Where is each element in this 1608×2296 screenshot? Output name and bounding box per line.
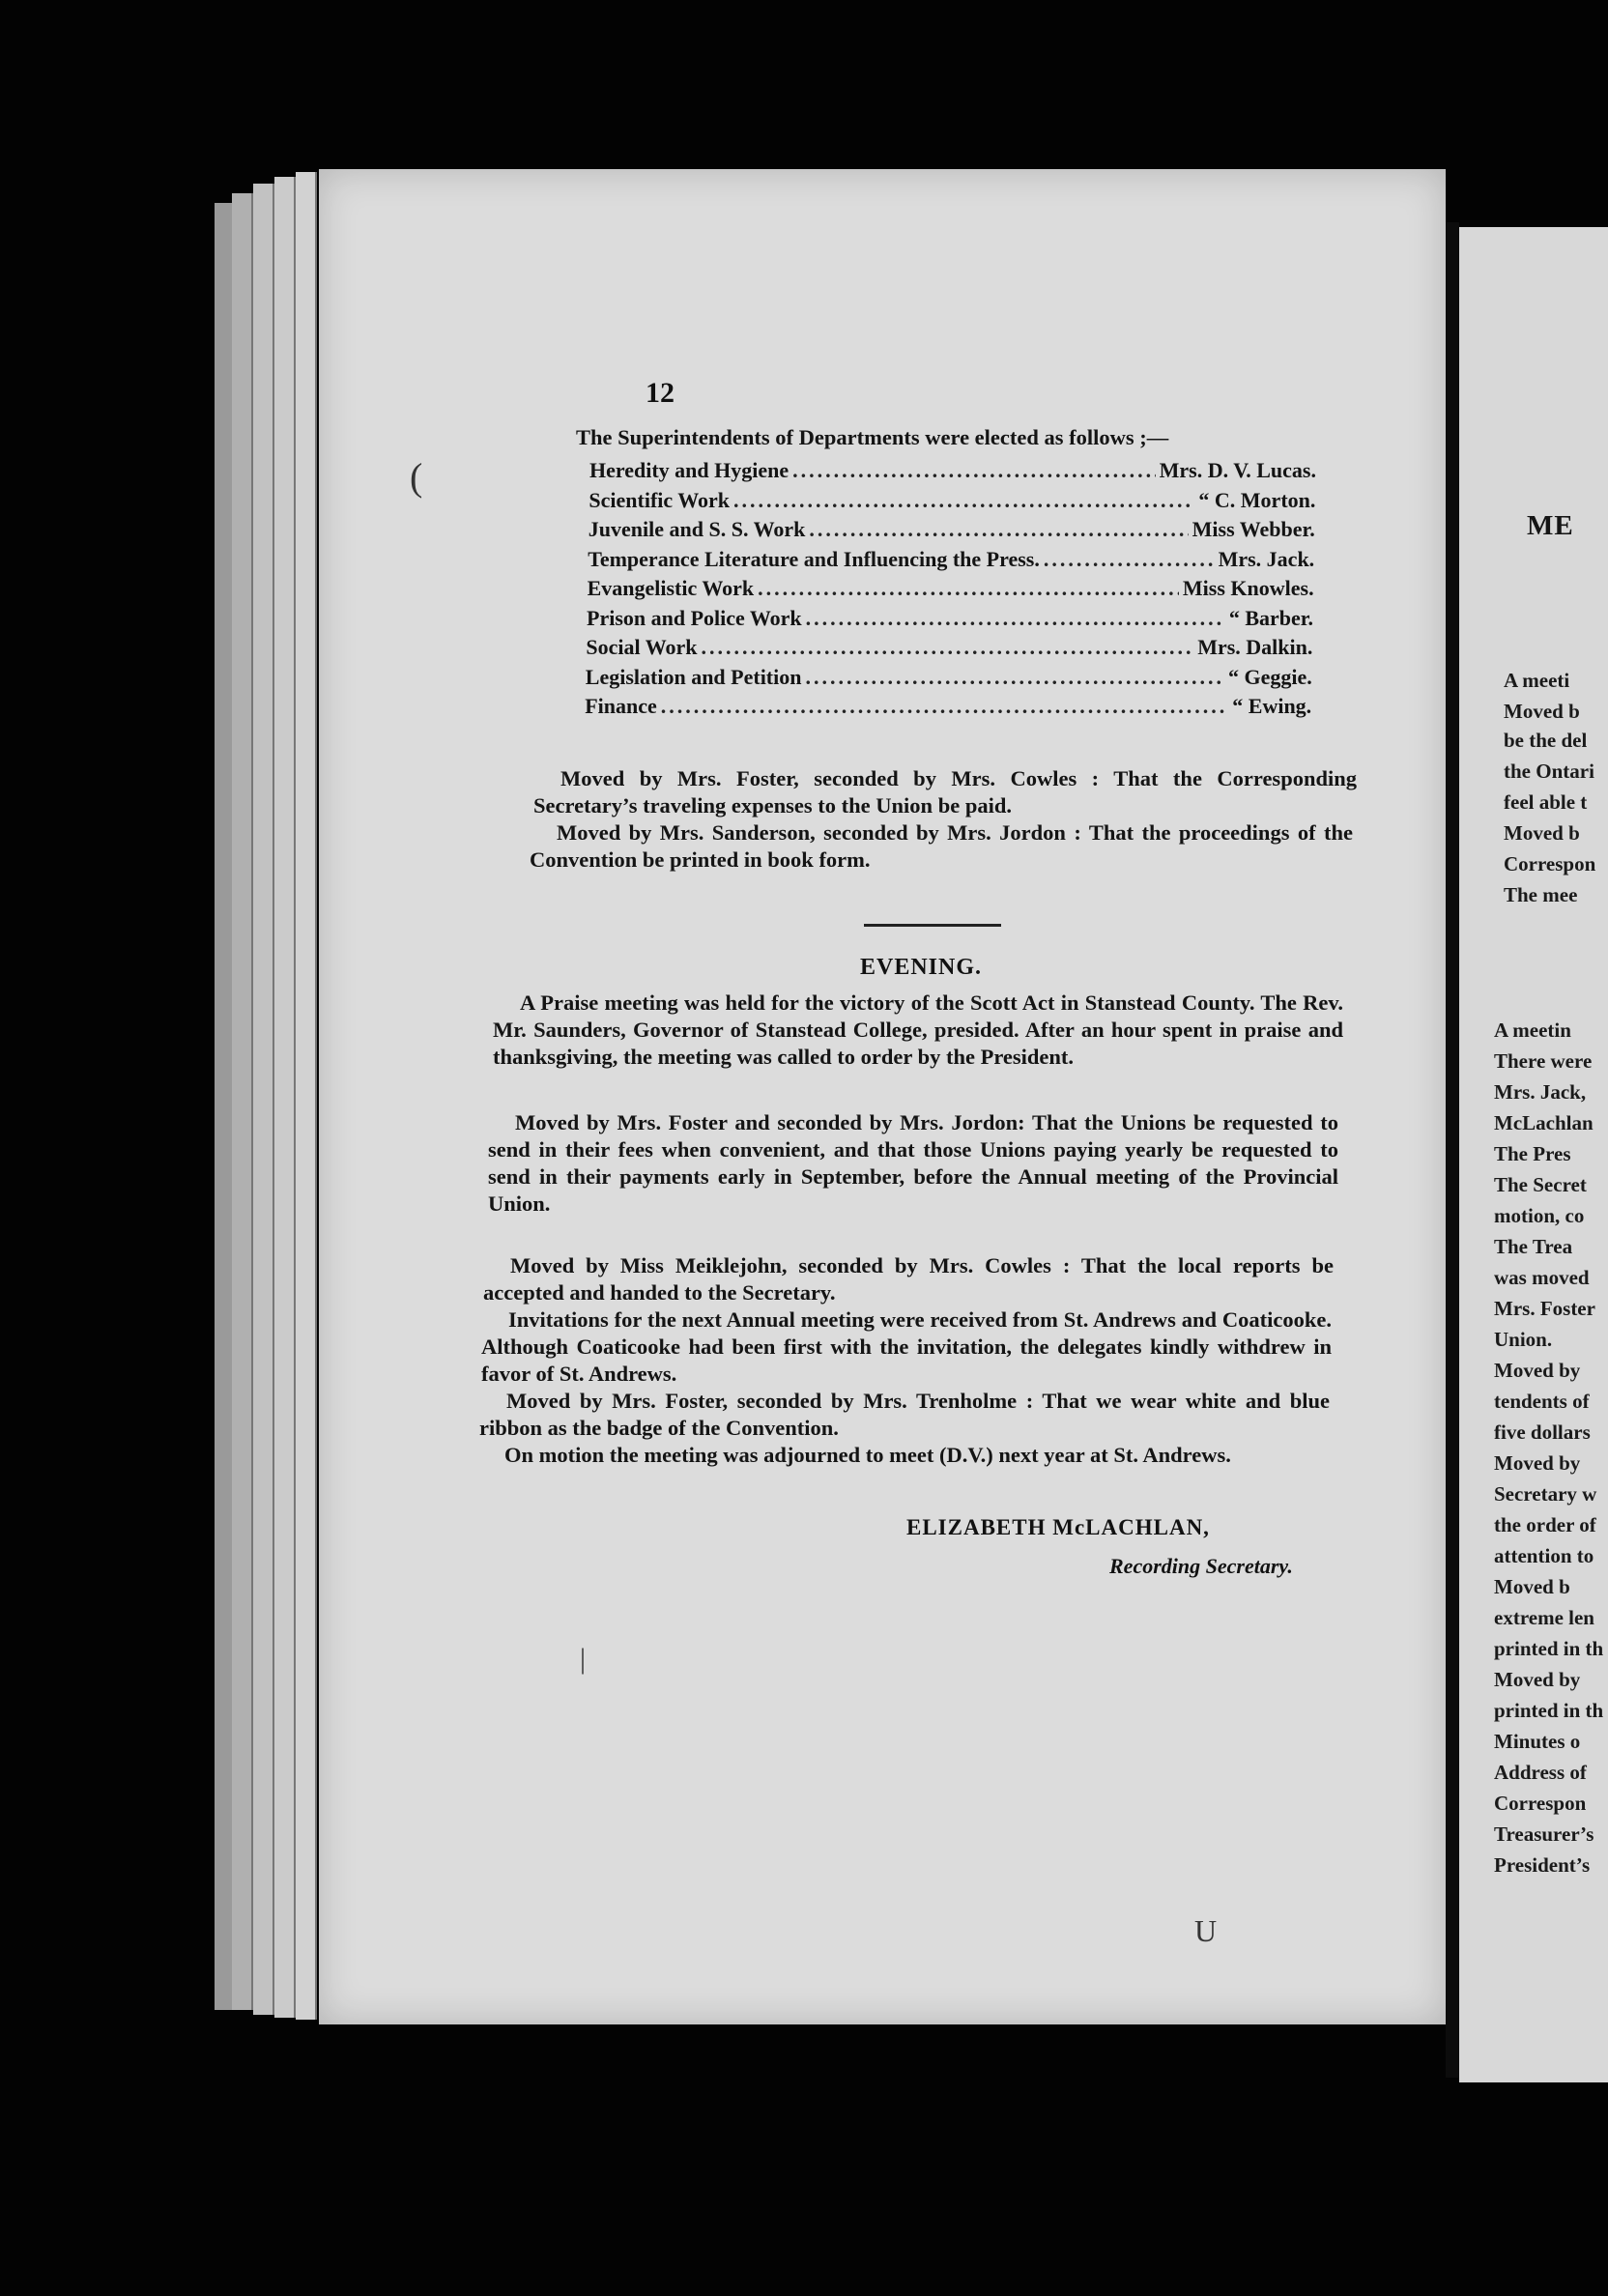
- right-page-line: Moved by: [1494, 1359, 1581, 1382]
- motion-paragraph: Moved by Mrs. Foster, seconded by Mrs. Cowles : That the Corresponding Secretary’s traveling expenses to the Union be paid.: [533, 766, 1357, 818]
- superintendent-name: Miss Webber.: [1192, 517, 1315, 541]
- right-page-line: Moved b: [1504, 821, 1580, 845]
- department-name: Scientific Work: [589, 487, 731, 512]
- dot-leader: [702, 635, 1194, 660]
- right-page-line: The Secret: [1494, 1173, 1587, 1196]
- dot-leader: [809, 517, 1188, 542]
- right-page-line: the Ontari: [1504, 760, 1594, 783]
- right-page-line: Mrs. Foster: [1494, 1297, 1595, 1320]
- superintendent-name: “ C. Morton.: [1198, 487, 1316, 512]
- department-name: Legislation and Petition: [585, 664, 802, 689]
- department-row: [588, 547, 1314, 574]
- superintendent-name: Mrs. D. V. Lucas.: [1159, 458, 1316, 482]
- right-page-line: be the del: [1504, 729, 1588, 752]
- right-page-line: Address of: [1494, 1761, 1587, 1784]
- dot-leader: [792, 458, 1155, 483]
- superintendent-name: Miss Knowles.: [1182, 576, 1314, 600]
- right-page-line: extreme len: [1494, 1606, 1594, 1629]
- right-page-line: Moved b: [1494, 1575, 1570, 1598]
- superintendent-name: Mrs. Dalkin.: [1197, 635, 1313, 659]
- evening-paragraph: On motion the meeting was adjourned to meet (D.V.) next year at St. Andrews.: [504, 1443, 1231, 1467]
- page-edge: [232, 193, 253, 2010]
- right-page-line: The mee: [1504, 883, 1578, 906]
- evening-heading: EVENING.: [860, 955, 983, 980]
- right-page-line: attention to: [1494, 1544, 1594, 1567]
- right-page-line: Moved b: [1504, 700, 1580, 723]
- department-name: Juvenile and S. S. Work: [588, 517, 806, 541]
- right-page-line: Correspon: [1504, 852, 1596, 875]
- right-page-line: feel able t: [1504, 790, 1588, 814]
- right-page-line: Moved by: [1494, 1668, 1581, 1691]
- right-page-line: The Pres: [1494, 1142, 1571, 1165]
- right-page-line: Minutes o: [1494, 1730, 1581, 1753]
- department-name: Evangelistic Work: [587, 576, 755, 600]
- right-page-line: printed in th: [1494, 1699, 1604, 1722]
- page-edge: [253, 184, 274, 2015]
- page-edge: [274, 177, 296, 2018]
- dot-leader: [806, 606, 1225, 631]
- right-page-line: The Trea: [1494, 1235, 1573, 1258]
- dot-leader: [805, 665, 1224, 690]
- right-page-line: Correspon: [1494, 1792, 1587, 1815]
- department-row: [585, 694, 1311, 721]
- right-page-line: was moved: [1494, 1266, 1590, 1289]
- evening-paragraph: A Praise meeting was held for the victory of the Scott Act in Stanstead County. The Rev. Mr. Saunders, Governor of Stanstead College, presided. After an hour spent in praise and thanksgiving, the meeting was called to order by the President.: [493, 990, 1343, 1069]
- section-divider: [864, 924, 1001, 927]
- right-page-cropped: [1459, 227, 1608, 2082]
- motion-paragraph: Moved by Mrs. Sanderson, seconded by Mrs. Jordon : That the proceedings of the Convention be printed in book form.: [530, 820, 1353, 872]
- pencil-mark: U: [1194, 1913, 1218, 1948]
- dot-leader: [661, 694, 1229, 719]
- evening-paragraph: Moved by Mrs. Foster and seconded by Mrs. Jordon: That the Unions be requested to send in their fees when convenient, and that those Unions paying yearly be requested to send in their payments early in September, before the Annual meeting of the Provincial Union.: [488, 1110, 1338, 1216]
- evening-paragraph: Moved by Miss Meiklejohn, seconded by Mrs. Cowles : That the local reports be accepted and handed to the Secretary.: [483, 1253, 1334, 1305]
- department-name: Heredity and Hygiene: [589, 458, 790, 482]
- right-page-line: A meetin: [1494, 1019, 1571, 1042]
- department-name: Social Work: [586, 635, 698, 659]
- page-number: 12: [646, 377, 675, 409]
- department-name: Finance: [585, 694, 657, 718]
- superintendents-intro: The Superintendents of Departments were elected as follows ;—: [576, 425, 1169, 449]
- right-page-line: Mrs. Jack,: [1494, 1080, 1587, 1104]
- right-page-line: Union.: [1494, 1328, 1553, 1351]
- pencil-mark: (: [410, 455, 423, 499]
- department-row: [589, 488, 1315, 515]
- department-name: Temperance Literature and Influencing the Press.: [588, 546, 1040, 571]
- department-row: [588, 576, 1314, 603]
- signature-title: Recording Secretary.: [1109, 1554, 1293, 1578]
- page-edge: [296, 172, 317, 2020]
- right-page-line: Secretary w: [1494, 1482, 1597, 1506]
- right-page-line: President’s: [1494, 1853, 1591, 1877]
- right-page-line: the order of: [1494, 1513, 1596, 1536]
- right-page-line: five dollars: [1494, 1421, 1591, 1444]
- evening-paragraph: Invitations for the next Annual meeting were received from St. Andrews and Coaticooke. Although Coaticooke had been first with the invitation, the delegates kindly withdrew in favor of St. Andrews.: [481, 1307, 1332, 1386]
- pencil-mark: |: [580, 1643, 587, 1675]
- right-page-line: tendents of: [1494, 1390, 1590, 1413]
- page-edge: [215, 203, 234, 2010]
- right-page-line: Moved by: [1494, 1451, 1581, 1475]
- evening-paragraph: Moved by Mrs. Foster, seconded by Mrs. Trenholme : That we wear white and blue ribbon as the badge of the Convention.: [479, 1389, 1330, 1440]
- department-row: [587, 606, 1313, 633]
- superintendent-name: Mrs. Jack.: [1218, 546, 1315, 571]
- right-page-line: McLachlan: [1494, 1111, 1594, 1134]
- dot-leader: [758, 576, 1179, 601]
- right-page-line: A meeti: [1504, 669, 1570, 692]
- department-row: [586, 635, 1312, 662]
- superintendent-name: “ Barber.: [1228, 605, 1313, 630]
- superintendent-name: “ Ewing.: [1232, 694, 1312, 718]
- book-gutter: [1446, 222, 1459, 2078]
- department-name: Prison and Police Work: [587, 605, 802, 630]
- right-page-line: There were: [1494, 1049, 1593, 1073]
- department-row: [589, 458, 1316, 485]
- dot-leader: [733, 488, 1194, 513]
- right-page-line: Treasurer’s: [1494, 1822, 1594, 1846]
- right-page-heading: ME: [1527, 510, 1574, 541]
- department-row: [589, 517, 1315, 544]
- superintendent-name: “ Geggie.: [1228, 664, 1312, 689]
- right-page-line: printed in th: [1494, 1637, 1604, 1660]
- signature-name: ELIZABETH McLACHLAN,: [906, 1515, 1210, 1539]
- dot-leader: [1044, 547, 1215, 572]
- right-page-line: motion, co: [1494, 1204, 1585, 1227]
- department-row: [586, 665, 1312, 692]
